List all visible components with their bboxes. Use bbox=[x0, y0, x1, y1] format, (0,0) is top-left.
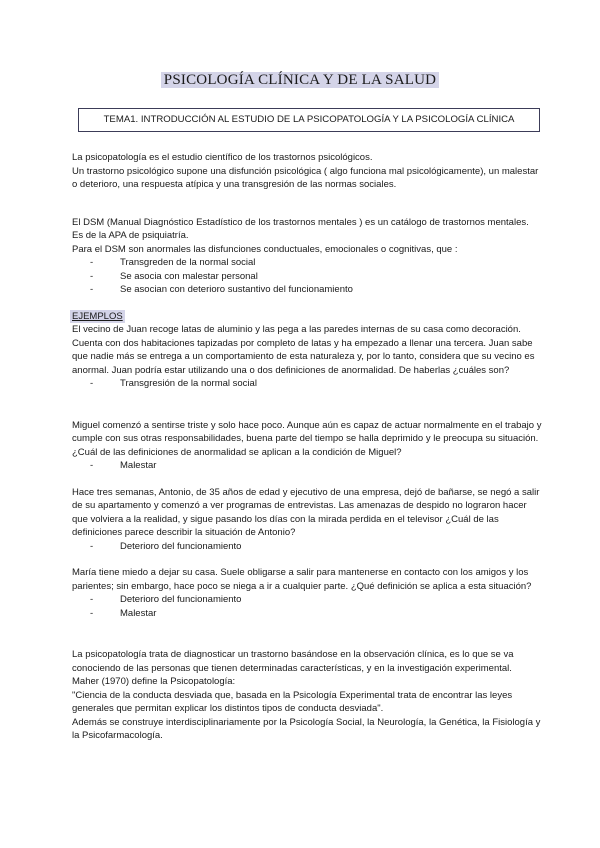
closing-quote: "Ciencia de la conducta desviada que, basada en la Psicología Experimental trata de encontrar las leyes generales que permitan explicar los distintos tipos de conducta desviada". bbox=[72, 689, 513, 714]
dsm-criteria-list bbox=[72, 256, 542, 297]
example-3-answer-list bbox=[72, 540, 542, 554]
examples-heading: EJEMPLOS bbox=[72, 310, 123, 322]
intro-paragraph-2: Un trastorno psicológico supone una disfunción psicológica ( algo funciona mal psicológicamente), un malestar o deterioro, una respuesta atípica y una transgresión de las normas sociales. bbox=[72, 165, 539, 190]
closing-paragraph-1: La psicopatología trata de diagnosticar un trastorno basándose en la observación clínica, es lo que se va conociendo de las personas que tienen determinadas características, y en la investigación experimental. bbox=[72, 649, 514, 674]
section-heading: TEMA1. INTRODUCCIÓN AL ESTUDIO DE LA PSICOPATOLOGÍA Y LA PSICOLOGÍA CLÍNICA bbox=[103, 114, 515, 125]
document-title: PSICOLOGÍA CLÍNICA Y DE LA SALUD bbox=[0, 72, 600, 89]
example-1-answer-list bbox=[72, 377, 542, 391]
list-item: - Malestar bbox=[72, 607, 542, 621]
list-item: - Malestar bbox=[72, 459, 542, 473]
dsm-paragraph-1: El DSM (Manual Diagnóstico Estadístico de los trastornos mentales ) es un catálogo de trastornos mentales. Es de la APA de psiquiatría. bbox=[72, 216, 529, 241]
list-item: - Deterioro del funcionamiento bbox=[72, 593, 542, 607]
list-item: - Transgreden de la normal social bbox=[72, 256, 542, 270]
closing-paragraph-3: Además se construye interdisciplinariamente por la Psicología Social, la Neurología, la Genética, la Fisiología y la Psicofarmacología. bbox=[72, 716, 541, 741]
example-1-text: El vecino de Juan recoge latas de aluminio y las pega a las paredes internas de su casa como decoración. Cuenta con dos habitaciones tapizadas por completo de latas y ha empezado a llenar una tercera. Juan sabe que nadie más se entrega a un comportamiento de esta naturaleza y, por lo tanto, considera que su vecino es anormal. Juan podría estar utilizando una o dos definiciones de anormalidad. De haberlas ¿cuáles son? bbox=[72, 324, 535, 376]
example-4-answer-list bbox=[72, 593, 542, 620]
list-item: - Transgresión de la normal social bbox=[72, 377, 542, 391]
list-item: - Deterioro del funcionamiento bbox=[72, 540, 542, 554]
example-3-text: Hace tres semanas, Antonio, de 35 años de edad y ejecutivo de una empresa, dejó de bañarse, se negó a salir de su apartamento y comenzó a ver programas de entrevistas. Las amenazas de despido no lograron hacer que volviera a la realidad, y sigue pasando los días con la mirada perdida en el televisor ¿Cuál de las definiciones parece describir la situación de Antonio? bbox=[72, 486, 540, 538]
intro-paragraph-1: La psicopatología es el estudio científico de los trastornos psicológicos. bbox=[72, 152, 373, 163]
example-2-answer-list bbox=[72, 459, 542, 473]
list-item: - Se asocian con deterioro sustantivo del funcionamiento bbox=[72, 283, 542, 297]
example-2-text: Miguel comenzó a sentirse triste y solo hace poco. Aunque aún es capaz de actuar normalmente en el trabajo y cumple con sus otras responsabilidades, buena parte del tiempo se halla deprimido y le preocupa su situación. ¿Cuál de las definiciones de anormalidad se aplican a la condición de Miguel? bbox=[72, 419, 542, 458]
dsm-paragraph-2: Para el DSM son anormales las disfunciones conductuales, emocionales o cognitivas, que : bbox=[72, 243, 458, 255]
list-item: - Se asocia con malestar personal bbox=[72, 270, 542, 284]
document-body bbox=[72, 151, 542, 743]
closing-paragraph-2: Maher (1970) define la Psicopatología: bbox=[72, 676, 236, 687]
section-heading-box bbox=[78, 108, 540, 132]
example-4-text: María tiene miedo a dejar su casa. Suele obligarse a salir para mantenerse en contacto con los amigos y los parientes; sin embargo, hace poco se niega a ir a cualquier parte. ¿Qué definición se aplica a esta situación? bbox=[72, 567, 532, 592]
